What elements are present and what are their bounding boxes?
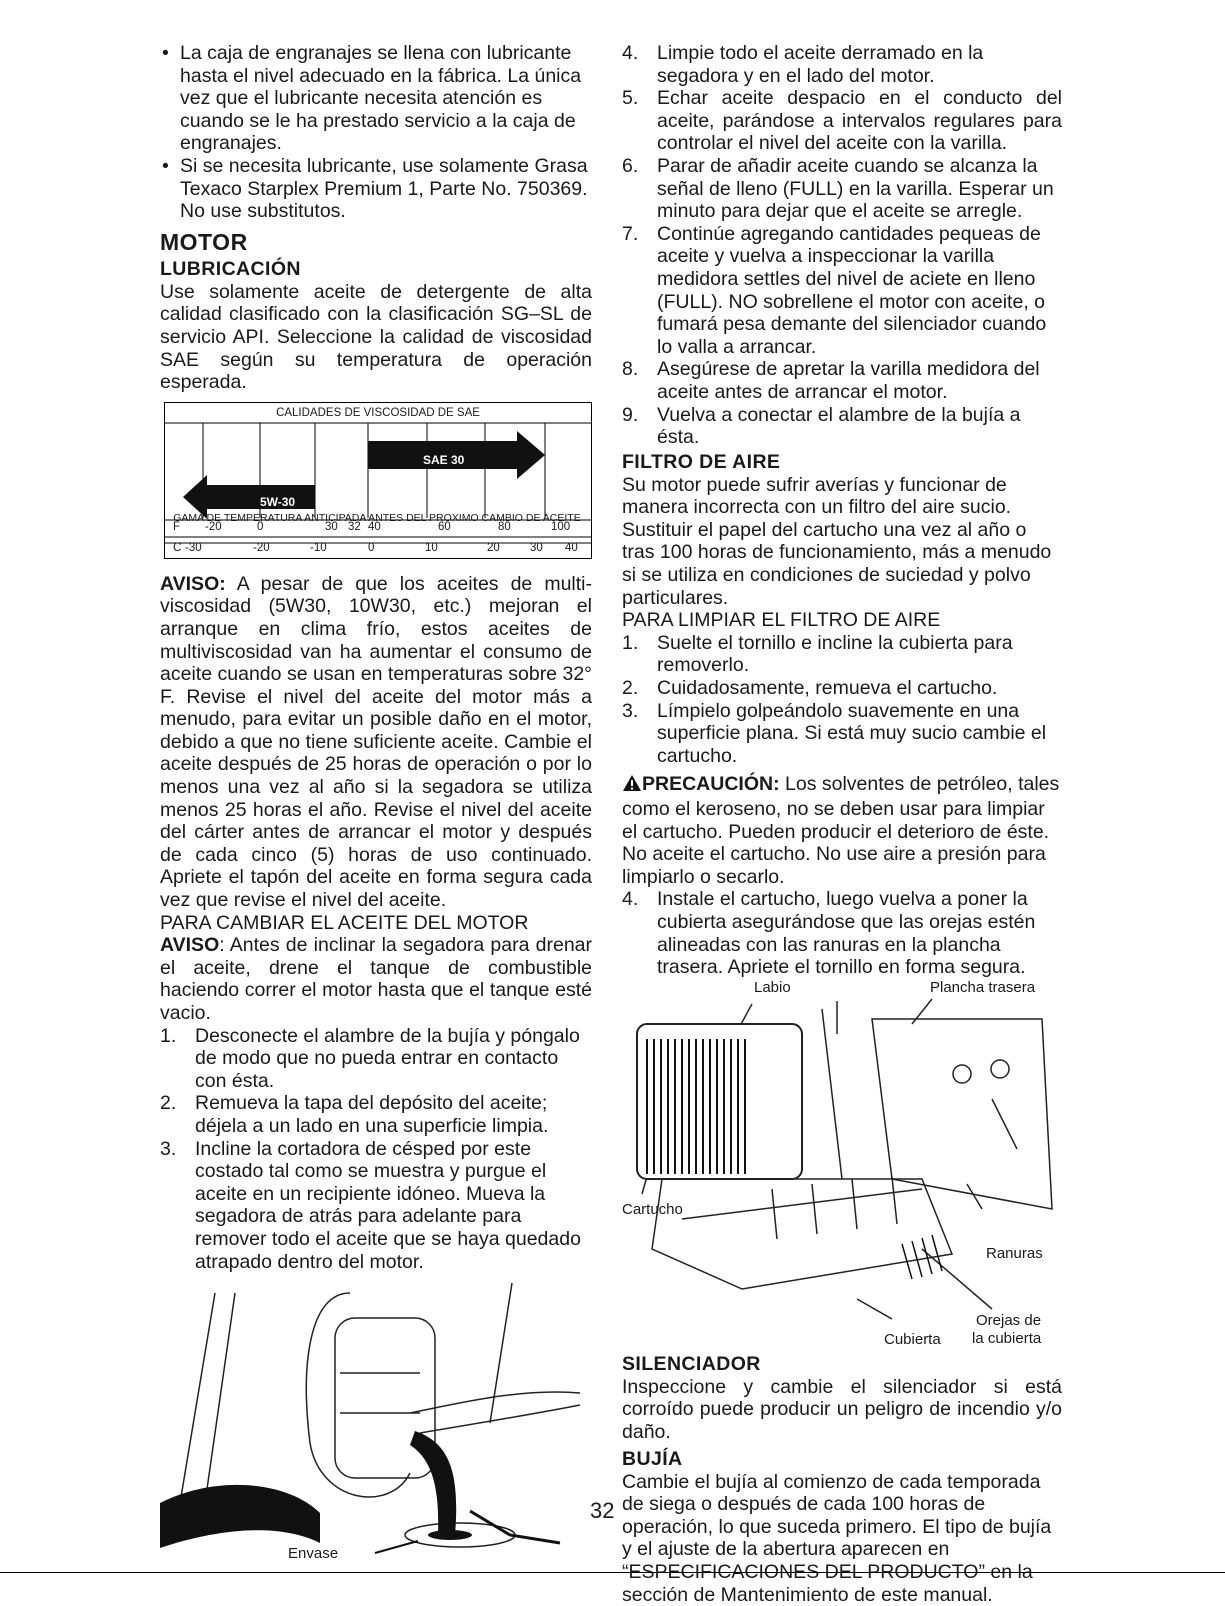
step-item (622, 358, 1062, 403)
cambiar-heading: PARA CAMBIAR EL ACEITE DEL MOTOR (160, 911, 529, 934)
bujia-text: Cambie el bujía al comienzo de cada temporada de siega o después de cada 100 horas de operación, lo que suceda primero. El tipo de bujía y el ajuste de la abertura aparecen en “ESPECIFICACIONES DEL PRODUCTO” en la sección de Mantenimiento de este manual. (622, 1470, 1052, 1606)
precaucion-paragraph (622, 773, 1062, 888)
step-item (160, 1092, 592, 1137)
step-text: Incline la cortadora de césped por este costado tal como se muestra y purgue el aceite en un recipiente idóneo. Mueva la segadora de atrás para adelante para remover todo el aceite que se haya quedado atrapado dentro del motor. (195, 1137, 581, 1273)
step-item (160, 1138, 592, 1274)
c-label: C (173, 541, 182, 554)
oil-drain-graphic (160, 1273, 592, 1563)
air-filter-graphic (622, 979, 1062, 1351)
step-number: 3. (622, 699, 639, 722)
viscosity-chart (164, 402, 592, 559)
step-number: 3. (160, 1137, 177, 1160)
step-text: Cuidadosamente, remueva el cartucho. (657, 677, 998, 700)
silenciador-heading: SILENCIADOR (622, 1352, 761, 1375)
step-item (160, 1025, 592, 1093)
lubricacion-text: Use solamente aceite de detergente de alta calidad clasificado con la clasificación SG–SL de servicio API. Seleccione la calidad de viscosidad SAE según su temperatura de operación esperada. (160, 280, 592, 394)
left-column (160, 42, 592, 1563)
bujia-heading: BUJÍA (622, 1447, 683, 1470)
c-tick: 40 (565, 541, 578, 554)
bullet-item: • La caja de engranajes se llena con lubricante hasta el nivel adecuado en la fábrica. La única vez que el lubricante necesita atención es cuando se le ha prestado servicio a la caja de engranajes. (160, 42, 592, 155)
precaucion-label: PRECAUCIÓN: (642, 773, 780, 796)
oil-drain-illustration (160, 1273, 592, 1563)
step-item (622, 888, 1062, 978)
aviso-text: A pesar de que los aceites de multi-viscosidad (5W30, 10W30, etc.) mejoran el arranque en clima frío, estos aceites de multiviscosidad van ha aumentar el consumo de aceite cuando se usan en temperaturas sobre 32° F. Revise el nivel del aceite del motor más a menudo, para evitar un posible daño en el motor, debido a que no tiene suficiente aceite. Cambie el aceite después de 25 horas de operación o por lo menos una vez al año si la segadora se utiliza menos 25 horas el año. Revise el nivel del aceite del cárter antes de arrancar el motor y después de cada cinco (5) horas de uso continuado. Apriete el tapón del aceite en forma segura cada vez que revise el nivel del aceite. (160, 572, 592, 912)
aviso2-paragraph (160, 934, 592, 1024)
step-number: 2. (160, 1092, 177, 1115)
5w30-label: 5W-30 (260, 494, 296, 509)
motor-heading: MOTOR (160, 228, 248, 255)
step-item (622, 155, 1062, 223)
f-label: F (173, 520, 181, 533)
warning-triangle-icon (622, 774, 642, 798)
viscosity-chart-graphic (165, 403, 591, 558)
step-text: Límpielo golpeándolo suavemente en una superficie plana. Si está muy sucio cambie el cartucho. (657, 699, 1047, 767)
step-text: Limpie todo el aceite derramado en la segadora y en el lado del motor. (657, 42, 984, 87)
f-tick: 80 (498, 520, 511, 533)
right-column (622, 42, 1062, 1606)
step-item (622, 700, 1062, 768)
step-number: 1. (622, 631, 639, 654)
step-text: Continúe agregando cantidades pequeas de aceite y vuelva a inspeccionar la varilla medidora settles del nivel de aciete en lleno (FULL). NO sobrellene el motor con aceite, o fumará pesa demante del silenciador cuando lo valla a arrancar. (657, 222, 1047, 358)
orejas-label-1: Orejas de (976, 1311, 1042, 1329)
c-tick: -30 (185, 541, 202, 554)
step-number: 4. (622, 888, 639, 911)
step-number: 1. (160, 1024, 177, 1047)
step-text: Echar aceite despacio en el conducto del aceite, parándose a intervalos regulares para controlar el nivel del aceite con la varilla. (657, 87, 1062, 155)
envase-label: Envase (288, 1545, 339, 1563)
f-tick: 0 (257, 520, 264, 533)
filtro-text: Su motor puede sufrir averías y funcionar de manera incorrecta con un filtro del aire sucio. Sustituir el papel del cartucho una vez al año o tras 100 horas de funcionamiento, más a menudo si se utiliza en condiciones de suciedad y polvo particulares. (622, 473, 1052, 609)
step-number: 9. (622, 403, 639, 426)
orejas-label-2: la cubierta (972, 1329, 1042, 1347)
f-tick: 100 (551, 520, 571, 533)
step-item (622, 223, 1062, 359)
f-tick: 60 (438, 520, 451, 533)
step-number: 8. (622, 358, 639, 381)
c-tick: 0 (368, 541, 375, 554)
limpiar-heading: PARA LIMPIAR EL FILTRO DE AIRE (622, 609, 941, 632)
step-text: Parar de añadir aceite cuando se alcanza la señal de lleno (FULL) en la varilla. Esperar un minuto para dejar que el aceite se arregle. (657, 154, 1054, 223)
step-text: Asegúrese de apretar la varilla medidora del aceite antes de arrancar el motor. (657, 358, 1040, 403)
bullet-item: • Si se necesita lubricante, use solamente Grasa Texaco Starplex Premium 1, Parte No. 750369. No use substitutos. (160, 155, 592, 223)
step-text: Suelte el tornillo e incline la cubierta para removerlo. (657, 631, 1013, 677)
step-text: Remueva la tapa del depósito del aceite; déjela a un lado en una superficie limpia. (195, 1092, 549, 1137)
step-text: Instale el cartucho, luego vuelva a poner la cubierta asegurándose que las orejas estén alineadas con las ranuras en la plancha trasera. Apriete el tornillo en forma segura. (657, 888, 1036, 979)
chart-title: CALIDADES DE VISCOSIDAD DE SAE (276, 406, 480, 419)
sae30-label: SAE 30 (423, 452, 465, 467)
aviso-label: AVISO: (160, 572, 226, 595)
f-tick: -20 (205, 520, 222, 533)
f-tick: 30 (325, 520, 338, 533)
labio-label: Labio (754, 978, 791, 996)
aviso2-label: AVISO (160, 934, 220, 957)
c-tick: 20 (487, 541, 500, 554)
aviso-paragraph (160, 573, 592, 912)
step-number: 2. (622, 677, 639, 700)
aviso2-text: : Antes de inclinar la segadora para drenar el aceite, drene el tanque de combustible haciendo correr el motor hasta que el tanque esté vacio. (160, 934, 592, 1024)
chart-footer: GAMA DE TEMPERATURA ANTICIPADA ANTES DEL PROXIMO CAMBIO DE ACEITE (173, 512, 581, 524)
page-number: 32 (590, 1498, 615, 1523)
lubricacion-heading: LUBRICACIÓN (160, 257, 301, 280)
c-tick: 10 (425, 541, 438, 554)
cartucho-label: Cartucho (622, 1200, 683, 1218)
c-tick: -10 (310, 541, 327, 554)
step-number: 7. (622, 222, 639, 245)
step-number: 6. (622, 154, 639, 177)
plancha-label: Plancha trasera (930, 978, 1036, 996)
silenciador-text: Inspeccione y cambie el silenciador si está corroído puede producir un peligro de incendio y/o daño. (622, 1375, 1062, 1443)
footer-divider (0, 1572, 1225, 1573)
step-text: Desconecte el alambre de la bujía y póngalo de modo que no pueda entrar en contacto con ésta. (195, 1024, 580, 1092)
step-item (622, 87, 1062, 155)
step-item (622, 404, 1062, 449)
cubierta-label: Cubierta (884, 1330, 941, 1348)
f-tick: 32 (348, 520, 361, 533)
f-tick: 40 (368, 520, 381, 533)
air-filter-illustration (622, 979, 1062, 1351)
step-item (622, 677, 1062, 700)
step-number: 5. (622, 87, 639, 110)
step-item (622, 42, 1062, 87)
ranuras-label: Ranuras (986, 1244, 1043, 1262)
filtro-heading: FILTRO DE AIRE (622, 450, 781, 473)
step-number: 4. (622, 42, 639, 64)
step-item (622, 632, 1062, 677)
step-text: Vuelva a conectar el alambre de la bujía a ésta. (657, 403, 1021, 449)
c-tick: 30 (530, 541, 543, 554)
precaucion-text: Los solventes de petróleo, tales como el keroseno, no se deben usar para limpiar el cartucho. Pueden producir el deterioro de éste. No aceite el cartucho. No use aire a presión para limpiarlo o secarlo. (622, 773, 1060, 888)
c-tick: -20 (253, 541, 270, 554)
